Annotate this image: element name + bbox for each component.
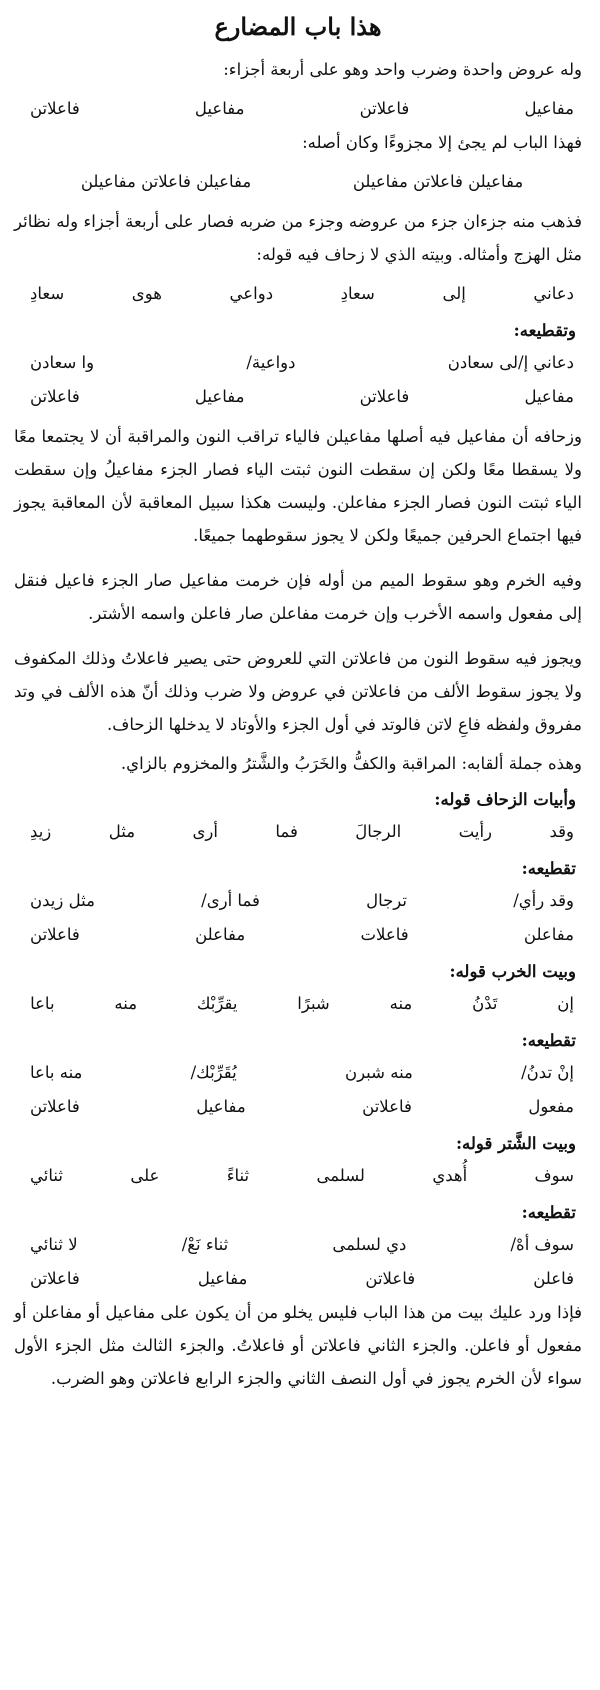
verse-word: أُهدي	[432, 1166, 468, 1185]
verse-word: سعادِ	[340, 284, 375, 303]
meter-foot: مفاعيل	[524, 99, 574, 118]
scansion-segment: سوف أهْ/	[510, 1235, 574, 1254]
meter-foot: مفاعلن	[195, 925, 246, 944]
meter-foot: مفعول	[528, 1097, 574, 1116]
verse-word: يقرِّبْك	[196, 994, 238, 1013]
verse-word: شبرًا	[297, 994, 330, 1013]
meter-foot: فاعلاتن	[30, 99, 80, 118]
scansion-segment: وا سعادن	[30, 353, 95, 372]
meter-foot: فاعلاتن	[359, 387, 410, 406]
paragraph-kharm: وفيه الخرم وهو سقوط الميم من أوله فإن خرمت مفاعيل صار الجزء فاعيل فنقل إلى مفعول واسمه الأخرب وإن خرمت مفاعلن صار فاعلن واسمه الأشتر.	[14, 571, 582, 623]
meter-half: مفاعيلن فاعلاتن مفاعيلن	[80, 172, 252, 191]
scansion-segment: دواعية/	[246, 353, 296, 372]
meter-foot: مفاعيل	[524, 387, 574, 406]
verse-word: فما	[275, 822, 298, 841]
meter-foot: فاعلاتن	[30, 1097, 80, 1116]
scansion-label: تقطيعه:	[521, 1031, 576, 1050]
verse-word: رأيت	[458, 822, 493, 841]
scansion-row	[14, 346, 582, 380]
scansion-segment: لا ثنائي	[30, 1235, 78, 1254]
verse-word: سعادِ	[30, 284, 65, 303]
meter-row	[14, 1262, 582, 1296]
scansion-label: وتقطيعه:	[513, 321, 576, 340]
verse-word: ثنائي	[30, 1166, 63, 1185]
verse-word: دعاني	[533, 284, 574, 303]
meter-row	[14, 1090, 582, 1124]
paragraph-intro: وله عروض واحدة وضرب واحد وهو على أربعة أجزاء:	[223, 60, 582, 79]
scansion-segment: منه شبرن	[344, 1063, 413, 1082]
scansion-label: تقطيعه:	[521, 1203, 576, 1222]
meter-foot: فاعلاتن	[30, 387, 80, 406]
scansion-segment: يُقَرِّبْك/	[190, 1063, 237, 1082]
verse-row	[14, 987, 582, 1021]
scansion-row	[14, 884, 582, 918]
meter-foot: مفاعلن	[523, 925, 574, 944]
verse-row	[14, 815, 582, 849]
verse-word: باعا	[30, 994, 55, 1013]
verse-word: زيدِ	[30, 822, 52, 841]
page-title: هذا باب المضارع	[214, 12, 382, 41]
verse-word: أرى	[192, 822, 218, 841]
verse-word: هوى	[131, 284, 162, 303]
verse-word: ثناءً	[226, 1166, 250, 1185]
scansion-segment: مثل زيدن	[30, 891, 95, 910]
meter-foot: فاعلاتن	[362, 1097, 412, 1116]
base-meter-row	[14, 92, 582, 126]
meter-foot: فاعلاتن	[30, 1269, 80, 1288]
scansion-segment: وقد رأي/	[513, 891, 574, 910]
scansion-segment: دعاني إ/لى سعادن	[447, 353, 574, 372]
verse-word: الرجالَ	[355, 822, 402, 841]
verse-word: دواعي	[229, 284, 274, 303]
zihaf-verses-label: وأبيات الزحاف قوله:	[434, 790, 576, 809]
scansion-label: تقطيعه:	[521, 859, 576, 878]
original-meter-row	[14, 165, 582, 199]
meter-foot: مفاعيل	[196, 1097, 246, 1116]
meter-foot: مفاعيل	[197, 1269, 248, 1288]
paragraph-titles: وهذه جملة ألقابه: المراقبة والكفُّ والخَرَبُ والشَّترُ والمخزوم بالزاي.	[120, 754, 582, 773]
meter-foot: مفاعيل	[194, 99, 245, 118]
verse-word: مثل	[108, 822, 136, 841]
meter-foot: فاعلن	[533, 1269, 574, 1288]
meter-half: مفاعيلن فاعلاتن مفاعيلن	[352, 172, 524, 191]
meter-foot: فاعلاتن	[365, 1269, 416, 1288]
scansion-segment: منه باعا	[30, 1063, 83, 1082]
scansion-segment: ثناء نَعْ/	[181, 1235, 229, 1254]
meter-row	[14, 380, 582, 414]
verse-word: منه	[114, 994, 138, 1013]
verse-word: إن	[557, 994, 574, 1013]
verse-word: منه	[389, 994, 413, 1013]
scansion-segment: ترجال	[366, 891, 407, 910]
verse-word: وقد	[549, 822, 574, 841]
paragraph-zihaf: وزحافه أن مفاعيل فيه أصلها مفاعيلن فالياء تراقب النون والمراقبة أن لا يجتمعا معًا ولا يسقطا معًا ولكن إن سقطت النون ثبتت الياء فصار الجزء مفاعيلُ وإن سقطت الياء ثبتت النون فصار الجزء مفاعلن. وليست هكذا سبيل المعاقبة لأن المعاقبة يجوز فيها اجتماع الحرفين جميعًا ولكن لا يجوز سقوطهما جميعًا.	[14, 427, 582, 545]
verse-word: إلى	[442, 284, 466, 303]
paragraph-reduction: فذهب منه جزءان جزء من عروضه وجزء من ضربه فصار على أربعة أجزاء وله نظائر مثل الهزج وأمثاله. وبيته الذي لا زحاف فيه قوله:	[14, 212, 582, 264]
verse-word: سوف	[534, 1166, 574, 1185]
verse-word: تَدْنُ	[472, 994, 498, 1013]
scansion-row	[14, 1056, 582, 1090]
scansion-segment: دي لسلمى	[332, 1235, 407, 1254]
paragraph-summary: فإذا ورد عليك بيت من هذا الباب فليس يخلو من أن يكون على مفاعيل أو مفاعلن أو مفعول أو فاعلن. والجزء الثاني فاعلاتن أو فاعلاتُ. والجزء الثالث مثل الجزء الأول سواء لأن الخرم يجوز في أول النصف الثاني والجزء الرابع فاعلاتن وهو الضرب.	[14, 1303, 582, 1388]
meter-foot: فاعلاتن	[30, 925, 80, 944]
verse-word: على	[130, 1166, 160, 1185]
verse-row	[14, 1159, 582, 1193]
scansion-segment: إنْ تدنُ/	[521, 1063, 574, 1082]
meter-foot: مفاعيل	[194, 387, 245, 406]
verse-word: لسلمى	[316, 1166, 365, 1185]
meter-row	[14, 918, 582, 952]
verse-row	[14, 277, 582, 311]
scansion-row	[14, 1228, 582, 1262]
meter-foot: فاعلاتن	[359, 99, 410, 118]
scansion-segment: فما أرى/	[201, 891, 260, 910]
paragraph-kaff: ويجوز فيه سقوط النون من فاعلاتن التي للعروض حتى يصير فاعلاتُ وذلك المكفوف ولا يجوز سقوط الألف من فاعلاتن في عروض ولا ضرب وذلك أنّ هذه الألف في وتد مفروق ولفظه فاعِ لاتن فالوتد في أول الجزء والأوتاد لا يدخلها الزحاف.	[14, 649, 582, 734]
kharb-verse-label: وبيت الخرب قوله:	[449, 962, 576, 981]
meter-foot: فاعلات	[360, 925, 409, 944]
paragraph-origin: فهذا الباب لم يجئ إلا مجزوءًا وكان أصله:	[302, 133, 582, 152]
shatr-verse-label: وبيت الشَّتر قوله:	[455, 1134, 576, 1153]
